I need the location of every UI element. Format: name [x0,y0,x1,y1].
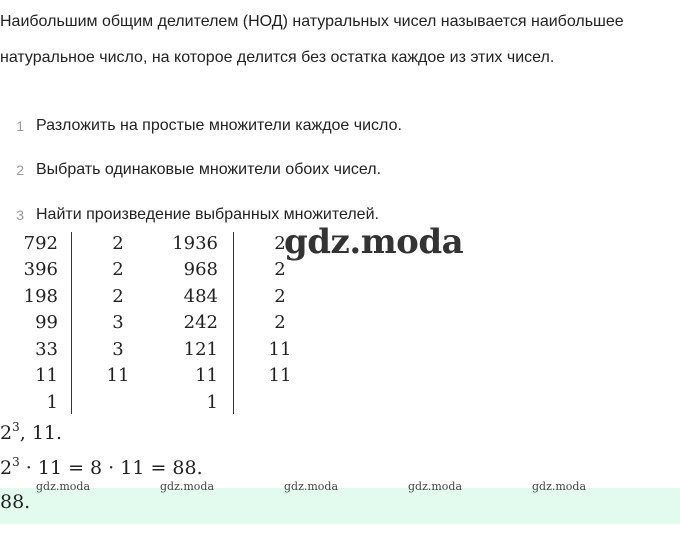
divisor-cell: 2 [274,233,286,254]
watermark-small: gdz.moda [160,480,215,493]
divisor-cell: 2 [112,286,124,307]
divisor-cell: 2 [274,259,286,280]
divisor-cell: 3 [112,312,124,333]
dividend-cell: 121 [183,339,218,360]
dividend-cell: 792 [23,233,58,254]
table-divider [233,232,234,414]
divisor-cell: 2 [112,233,124,254]
dividend-cell: 396 [23,259,58,280]
divisor-cell: 11 [106,365,130,386]
power-base: 2 [0,422,13,444]
table-divider [71,232,72,414]
dividend-cell: 33 [35,339,58,360]
step-text: Разложить на простые множители каждое число. [36,117,402,134]
computation-rest: · 11 = 8 · 11 = 88. [19,457,203,479]
dividend-cell: 242 [183,312,218,333]
watermark-small: gdz.moda [532,480,587,493]
divisor-cell: 2 [274,312,286,333]
divisor-cell: 3 [112,339,124,360]
step-number: 3 [16,207,24,223]
divisor-cell: 11 [268,339,292,360]
power-exponent: 3 [12,455,20,469]
common-factors-rest: , 11. [19,422,63,444]
definition-text: Наибольшим общим делителем (НОД) натуральных чисел называется наибольшее натуральное число, на которое делится без остатка каждое из этих чисел. [0,13,624,66]
common-factors-line [0,420,62,444]
power-exponent: 3 [12,420,20,434]
dividend-cell: 1 [46,392,58,413]
watermark-small: gdz.moda [284,480,339,493]
watermark-small: gdz.moda [408,480,463,493]
dividend-cell: 99 [35,312,58,333]
dividend-cell: 1 [206,392,218,413]
divisor-cell: 11 [268,365,292,386]
step-number: 1 [16,118,24,134]
power-base: 2 [0,457,13,479]
step-text: Выбрать одинаковые множители обоих чисел. [36,161,382,178]
watermark-logo: gdz.moda [284,222,464,262]
dividend-cell: 968 [183,259,218,280]
dividend-cell: 198 [23,286,58,307]
divisor-cell: 2 [112,259,124,280]
step-number: 2 [16,162,24,178]
gcd-computation-line [0,455,203,479]
answer-text: 88. [0,491,31,513]
step-text: Найти произведение выбранных множителей. [36,206,379,223]
dividend-cell: 11 [35,365,58,386]
divisor-cell: 2 [274,286,286,307]
dividend-cell: 1936 [172,233,218,254]
watermark-small: gdz.moda [36,480,91,493]
answer-highlight [0,488,680,524]
dividend-cell: 484 [183,286,218,307]
dividend-cell: 11 [195,365,218,386]
